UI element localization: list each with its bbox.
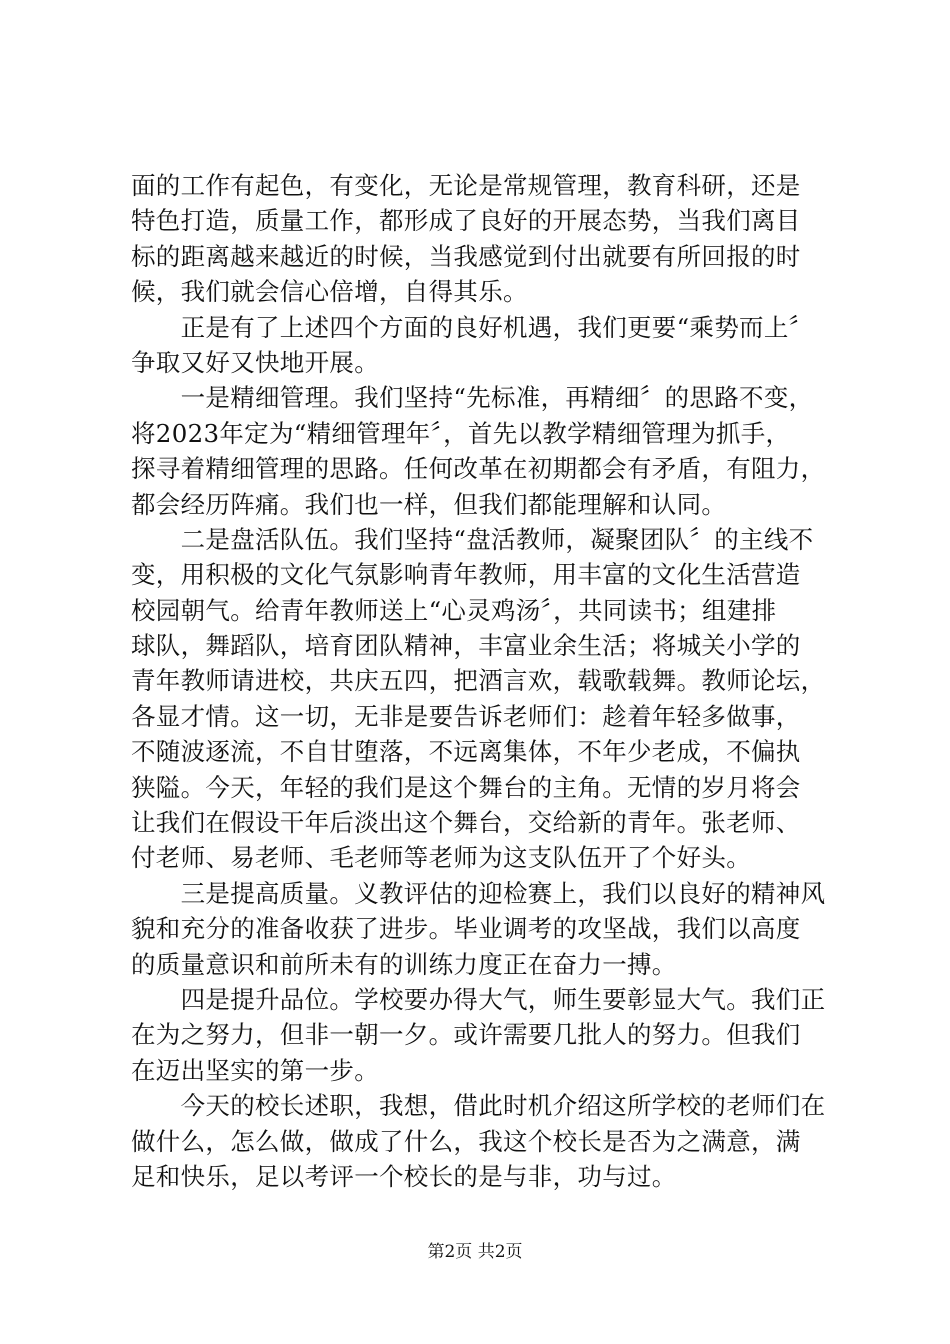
text-line: 付老师、易老师、毛老师等老师为这支队伍开了个好头。 <box>131 843 751 873</box>
text-line: 让我们在假设干年后淡出这个舞台，交给新的青年。张老师、 <box>131 808 801 838</box>
text-line: 狭隘。今天，年轻的我们是这个舞台的主角。无情的岁月将会 <box>131 772 801 802</box>
text-line: 球队，舞蹈队，培育团队精神，丰富业余生活；将城关小学的 <box>131 631 801 661</box>
text-line: 今天的校长述职，我想，借此时机介绍这所学校的老师们在 <box>131 1091 826 1121</box>
text-line: 三是提高质量。义教评估的迎检赛上，我们以良好的精神风 <box>131 878 826 908</box>
text-line: 正是有了上述四个方面的良好机遇，我们更要“乘势而上〞 <box>131 312 814 342</box>
text-line: 标的距离越来越近的时候，当我感觉到付出就要有所回报的时 <box>131 241 801 271</box>
text-line: 都会经历阵痛。我们也一样，但我们都能理解和认同。 <box>131 489 727 519</box>
body-text <box>131 168 831 1194</box>
text-line: 候，我们就会信心倍增，自得其乐。 <box>131 277 528 307</box>
text-line: 变，用积极的文化气氛影响青年教师，用丰富的文化生活营造 <box>131 560 801 590</box>
text-line: 各显才情。这一切，无非是要告诉老师们：趁着年轻多做事， <box>131 701 801 731</box>
text-line: 特色打造，质量工作，都形成了良好的开展态势，当我们离目 <box>131 206 801 236</box>
text-line: 面的工作有起色，有变化，无论是常规管理，教育科研，还是 <box>131 171 801 200</box>
text-line: 貌和充分的准备收获了进步。毕业调考的攻坚战，我们以高度 <box>131 914 801 944</box>
text-line: 在为之努力，但非一朝一夕。或许需要几批人的努力。但我们 <box>131 1020 801 1050</box>
text-line: 二是盘活队伍。我们坚持“盘活教师，凝聚团队〞的主线不 <box>131 524 814 554</box>
text-line: 不随波逐流，不自甘堕落，不远离集体，不年少老成，不偏执 <box>131 737 801 767</box>
page-number-footer: 第2页 共2页 <box>427 1242 523 1262</box>
text-line: 在迈出坚实的第一步。 <box>131 1055 379 1085</box>
text-line: 做什么，怎么做，做成了什么，我这个校长是否为之满意，满 <box>131 1126 801 1156</box>
text-line: 校园朝气。给青年教师送上“心灵鸡汤〞，共同读书；组建排 <box>131 595 777 625</box>
text-line: 足和快乐，足以考评一个校长的是与非，功与过。 <box>131 1161 677 1191</box>
text-line: 争取又好又快地开展。 <box>131 347 379 377</box>
text-line: 探寻着精细管理的思路。任何改革在初期都会有矛盾，有阻力， <box>131 454 826 484</box>
text-line: 的质量意识和前所未有的训练力度正在奋力一搏。 <box>131 949 677 979</box>
text-line: 将2023年定为“精细管理年〞，首先以教学精细管理为抓手， <box>131 418 791 448</box>
text-line: 四是提升品位。学校要办得大气，师生要彰显大气。我们正 <box>131 984 826 1014</box>
text-line: 青年教师请进校，共庆五四，把酒言欢，载歌载舞。教师论坛， <box>131 666 826 696</box>
text-line: 一是精细管理。我们坚持“先标准，再精细〞的思路不变， <box>131 383 814 413</box>
